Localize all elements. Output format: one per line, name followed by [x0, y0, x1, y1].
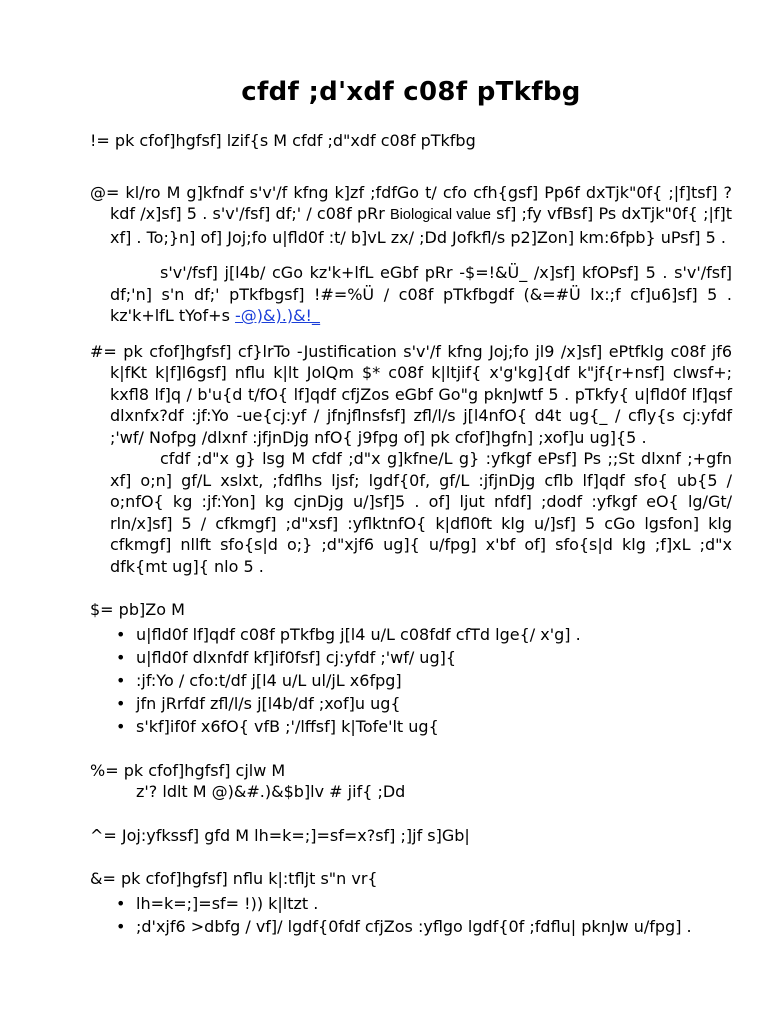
list-item	[90, 915, 732, 938]
list-item-text: jfn jRrfdf zfl/l/s j[l4b/df ;xof]u ug{	[136, 693, 401, 713]
duration-line: z'? ldlt M @)&#.)&$b]lv # jif{ ;Dd	[136, 782, 406, 801]
bullet-icon: •	[116, 670, 126, 690]
list-item-text: s'kf]if0f x6fO{ vfB ;'/lffsf] k|Tofe'lt ug{	[136, 716, 439, 736]
bullet-icon: •	[116, 624, 126, 644]
list-item	[90, 623, 732, 646]
section-1-project-title: != pk cfof]hgfsf] lzif{s M cfdf ;d"xdf c08f pTkfbg	[90, 131, 476, 150]
spacer	[90, 152, 732, 182]
spacer	[90, 577, 732, 599]
section-3-justification: #= pk cfof]hgfsf] cf}lrTo -Justification s'v'/f kfng Joj;fo jl9 /x]sf] ePtfklg c08f jf6 k|fKt k|f]l6gsf] nflu k|lt JolQm $* c08f k|ltjif{ x'g'kg]{df k"jf{r+nsf] clwsf+; kxfl8 lf]q / b'u{d t/fO{ lf]qdf cfjZos eGbf Go"g pknJwtf 5 . pTkfy{ u|fld0f lf]qsf dlxnfx?df :jf:Yo -ue{cj:yf / jfnjflnsfsf] zfl/l/s j[l4nfO{ d4t ug{_ / cfly{s cj:yfdf ;'wf/ Nofpg /dlxnf :jfjnDjg nfO{ j9fpg of] pk cfof]hgfn] ;xof]u ug]{5 .	[90, 341, 732, 447]
bullet-icon: •	[116, 893, 126, 913]
source-reference-link[interactable]: -@)&).)&!_	[235, 306, 320, 325]
budget-list	[90, 892, 732, 938]
bullet-icon: •	[116, 693, 126, 713]
bullet-icon: •	[116, 916, 126, 936]
section-3-group-description: cfdf ;d"x g} lsg M cfdf ;d"x g]kfne/L g} :yfkgf ePsf] Ps ;;St dlxnf ;+gfn xf] o;n] gf/L xslxt, ;fdflhs ljsf; lgdf{0f, gf/L :jfjnDjg cflb lf]qdf sfo{ ub{5 / o;nfO{ kg :jf:Yon] kg cjnDjg u/]sf]5 . of] ljut nfdf] ;dodf :yfkgf eO{ lg/Gt/ rln/x]sf] 5 / cfkmgf] ;d"xsf] :yflktnfO{ k|dfl0ft klg u/]sf] 5 cGo lgsfon] klg cfkmgf] nllft sfo{s|d o;} ;d"xjf6 ug]{ u/fpg] x'bf of] sfo{s|d klg ;f]xL ;d"x dfk{mt ug]{ nlo 5 .	[110, 449, 732, 576]
spacer	[90, 846, 732, 868]
section-2-statistics	[90, 262, 732, 327]
spacer	[90, 327, 732, 341]
list-item-text: u|fld0f lf]qdf c08f pTkfbg j[l4 u/L c08fdf cfTd lge{/ x'g] .	[136, 624, 581, 644]
intro-text-part2: sf] ;fy vfBsf] Ps dxTjk"0f{ ;|f]t xf] . To;}n] of] Joj;fo u|fld0f :t/ b]vL zx/ ;Dd Jofkfl/s p2]Zon] km:6fpb} uPsf] 5 .	[110, 204, 732, 247]
list-item	[90, 669, 732, 692]
section-7-budget-heading: &= pk cfof]hgfsf] nflu k|:tfljt s"n vr{	[90, 869, 378, 888]
spacer	[90, 803, 732, 825]
bullet-icon: •	[116, 647, 126, 667]
intro-biological-value: Biological value	[390, 207, 491, 223]
list-item	[90, 892, 732, 915]
list-item-text: lh=k=;]=sf= !)) k|ltzt .	[136, 893, 319, 913]
list-item-text: ;d'xjf6 >dbfg / vf]/ lgdf{0fdf cfjZos :yflgo lgdf{0f ;fdflu| pknJw u/fpg] .	[136, 916, 692, 936]
objectives-list	[90, 623, 732, 738]
section-4-objectives-heading: $= pb]Zo M	[90, 600, 185, 619]
list-item	[90, 646, 732, 669]
spacer	[90, 738, 732, 760]
section-5-duration-heading: %= pk cfof]hgfsf] cjlw M	[90, 760, 286, 780]
list-item-text: u|fld0f dlxnfdf kf]if0fsf] cj:yfdf ;'wf/ ug]{	[136, 647, 457, 667]
list-item	[90, 692, 732, 715]
section-2-introduction	[90, 182, 732, 249]
spacer	[90, 248, 732, 262]
page-title: cfdf ;d'xdf c08f pTkfbg	[241, 77, 581, 107]
intro-text-part1: @= kl/ro M g]kfndf s'v'/f kfng k]zf ;fdfGo t/ cfo cfh{gsf] Pp6f dxTjk"0f{ ;|f]tsf] ?kdf /x]sf] 5 . s'v'/fsf] df;' / c08f pRr	[90, 182, 732, 223]
statistics-text: s'v'/fsf] j[l4b/ cGo kz'k+lfL eGbf pRr -$=!&Ü_ /x]sf] kfOPsf] 5 . s'v'/fsf] df;'n] s'n df;' pTkfbgsf] !#=%Ü / c08f pTkfbgdf (&=#Ü lx:;f cf]u6]sf] 5 . kz'k+lfL tYof+s	[110, 263, 732, 325]
list-item	[90, 715, 732, 738]
section-6-manager-name: ^= Joj:yfkssf] gfd M lh=k=;]=sf=x?sf] ;]jf s]Gb|	[90, 825, 470, 845]
list-item-text: :jf:Yo / cfo:t/df j[l4 u/L ul/jL x6fpg]	[136, 670, 402, 690]
bullet-icon: •	[116, 716, 126, 736]
document-page	[90, 76, 732, 938]
